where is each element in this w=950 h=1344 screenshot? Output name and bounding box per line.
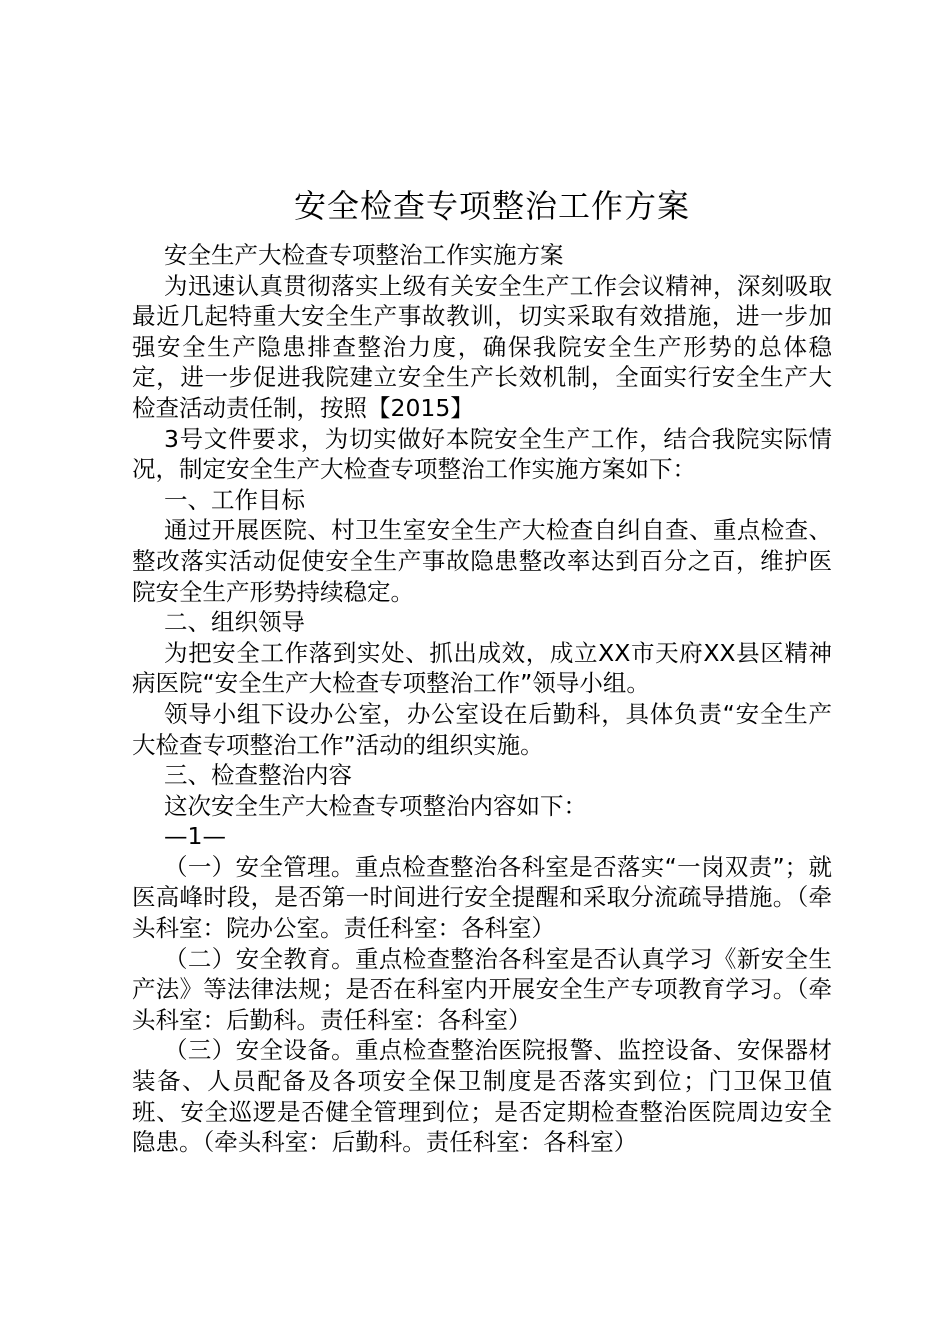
organization-paragraph: 为把安全工作落到实处、抓出成效，成立XX市天府XX县区精神病医院“安全生产大检查专项整治工作”领导小组。 <box>132 638 832 698</box>
section-heading-organization: 二、组织领导 <box>164 608 305 637</box>
office-paragraph: 领导小组下设办公室，办公室设在后勤科，具体负责“安全生产大检查专项整治工作”活动的组织实施。 <box>132 699 832 759</box>
document-page <box>132 178 832 1158</box>
intro-paragraph: 为迅速认真贯彻落实上级有关安全生产工作会议精神，深刻吸取最近几起特重大安全生产事故教训，切实采取有效措施，进一步加强安全生产隐患排查整治力度，确保我院安全生产形势的总体稳定，进一步促进我院建立安全生产长效机制，全面实行安全生产大检查活动责任制，按照【2015】 <box>132 271 832 422</box>
goal-paragraph: 通过开展医院、村卫生室安全生产大检查自纠自查、重点检查、整改落实活动促使安全生产事故隐患整改率达到百分之百，维护医院安全生产形势持续稳定。 <box>132 516 832 606</box>
section-heading-goal: 一、工作目标 <box>164 485 305 514</box>
content-intro-paragraph: 这次安全生产大检查专项整治内容如下： <box>164 791 587 820</box>
section-heading-content: 三、检查整治内容 <box>164 761 352 790</box>
item-safety-equipment: （三）安全设备。重点检查整治医院报警、监控设备、安保器材装备、人员配备及各项安全保卫制度是否落实到位；门卫保卫值班、安全巡逻是否健全管理到位；是否定期检查整治医院周边安全隐患。（牵头科室：后勤科。责任科室：各科室） <box>132 1036 832 1157</box>
intro-continuation-paragraph: 3号文件要求，为切实做好本院安全生产工作，结合我院实际情况，制定安全生产大检查专项整治工作实施方案如下： <box>132 424 832 484</box>
subtitle-paragraph: 安全生产大检查专项整治工作实施方案 <box>164 241 564 269</box>
document-title: 安全检查专项整治工作方案 <box>293 187 690 225</box>
item-safety-education: （二）安全教育。重点检查整治各科室是否认真学习《新安全生产法》等法律法规；是否在科室内开展安全生产专项教育学习。（牵头科室：后勤科。责任科室：各科室） <box>132 944 832 1034</box>
page-number-marker: —1— <box>164 822 226 851</box>
item-safety-management: （一）安全管理。重点检查整治各科室是否落实“一岗双责”；就医高峰时段，是否第一时间进行安全提醒和采取分流疏导措施。（牵头科室：院办公室。责任科室：各科室） <box>132 852 832 943</box>
